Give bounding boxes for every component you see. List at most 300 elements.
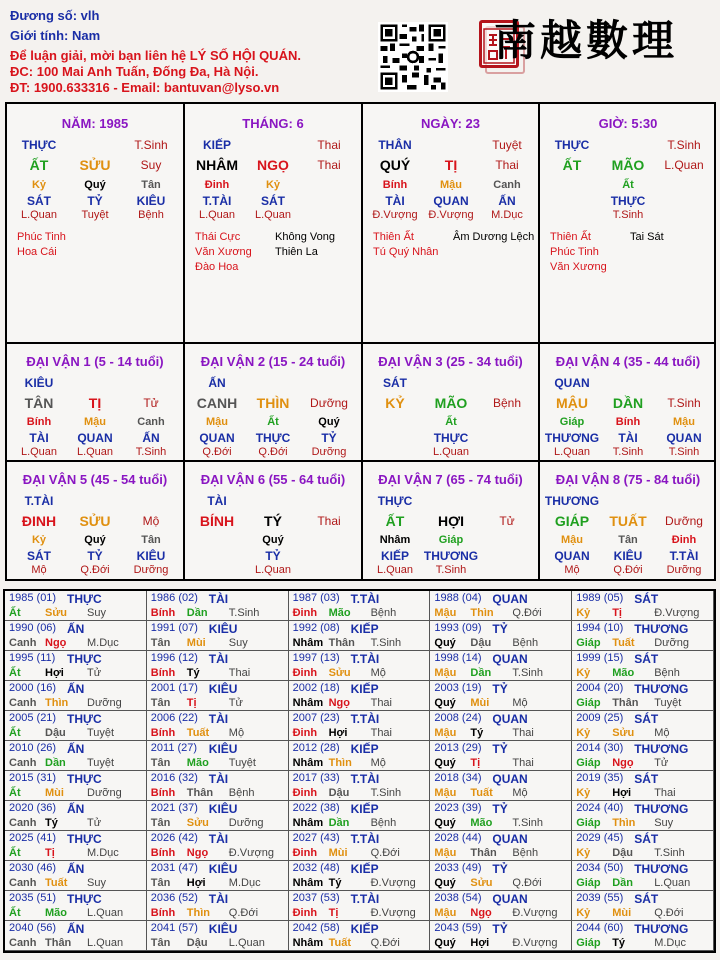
year-stem: Giáp (576, 937, 601, 949)
year-ten-god: SÁT (634, 772, 659, 786)
year-cell[interactable] (5, 651, 147, 681)
year-label: 1994 (10) (576, 622, 624, 634)
year-stem: Bính (150, 847, 176, 859)
year-ten-god: QUAN (492, 712, 528, 726)
year-cell[interactable] (430, 741, 572, 771)
year-ten-god: TỶ (492, 802, 508, 816)
year-label: 2029 (45) (576, 832, 624, 844)
year-branch: Mão (612, 667, 635, 679)
year-cell[interactable] (572, 921, 714, 951)
year-branch: Tị (328, 907, 339, 919)
year-stem: Giáp (576, 637, 601, 649)
year-stem: Ất (9, 907, 21, 919)
spirit-star: Văn Xương (195, 246, 252, 258)
year-label: 2039 (55) (576, 892, 624, 904)
year-stem: Nhâm (292, 817, 324, 829)
year-phase: Tuyệt (228, 757, 256, 769)
year-cell[interactable] (147, 681, 289, 711)
dayun-branch: TÝ (264, 513, 282, 529)
year-ten-god: T.TÀI (350, 712, 380, 726)
year-label: 1996 (12) (150, 652, 198, 664)
year-cell[interactable] (289, 681, 431, 711)
year-cell[interactable] (430, 861, 572, 891)
year-label: 1985 (01) (9, 592, 57, 604)
year-ten-god: TỶ (492, 922, 508, 936)
year-cell[interactable] (572, 711, 714, 741)
year-cell[interactable] (147, 921, 289, 951)
dayun-cell (7, 344, 183, 460)
year-stem: Kỷ (576, 787, 591, 799)
year-stem: Ất (9, 727, 21, 739)
dayun-cell (185, 462, 361, 580)
year-cell[interactable] (289, 621, 431, 651)
year-stem: Canh (9, 757, 37, 769)
heavenly-stem: QUÝ (379, 157, 411, 173)
year-label: 2040 (56) (9, 922, 57, 934)
year-cell[interactable] (147, 801, 289, 831)
spirit-star: Âm Dương Lệch (453, 231, 535, 243)
year-ten-god: TÀI (208, 592, 229, 606)
branch-state: L.Quan (664, 158, 704, 172)
dayun-hidden: L.Quan (20, 446, 58, 458)
dayun-state: Mộ (142, 514, 160, 528)
dayun-hidden: QUAN (554, 549, 590, 563)
year-phase: Q.Đới (512, 877, 542, 889)
spirit-star: Không Vong (275, 231, 335, 243)
year-ten-god: ẤN (67, 862, 85, 876)
year-cell[interactable] (430, 621, 572, 651)
year-stem: Bính (150, 667, 176, 679)
year-phase: Dưỡng (87, 787, 122, 799)
year-ten-god: KIẾP (350, 922, 379, 936)
year-cell[interactable] (572, 891, 714, 921)
dayun-hidden: Mộ (564, 564, 580, 576)
year-cell[interactable] (289, 711, 431, 741)
hidden-stem-god: SÁT (27, 194, 51, 208)
dayun-state: Tử (499, 514, 515, 528)
year-branch: Dậu (328, 787, 350, 799)
year-ten-god: KIẾP (350, 802, 379, 816)
contact-line-1: Để luận giải, mời bạn liên hệ LÝ SỐ HỘI QUÁN. (10, 48, 301, 63)
year-cell[interactable] (147, 591, 289, 621)
year-label: 2005 (21) (9, 712, 57, 724)
year-stem: Đinh (292, 907, 318, 919)
dayun-branch: TUẤT (609, 513, 647, 529)
year-stem: Ất (9, 847, 21, 859)
year-stem: Ất (9, 667, 21, 679)
year-label: 2008 (24) (434, 712, 482, 724)
year-branch: Thìn (186, 907, 211, 919)
year-branch: Tuất (612, 637, 635, 649)
year-label: 2042 (58) (292, 922, 340, 934)
year-cell[interactable] (572, 741, 714, 771)
client-name: Đương số: vlh (10, 8, 100, 23)
year-phase: Tử (228, 697, 243, 709)
year-cell[interactable] (289, 861, 431, 891)
year-cell[interactable] (5, 921, 147, 951)
year-cell[interactable] (430, 801, 572, 831)
year-phase: M.Dục (87, 637, 119, 649)
year-cell[interactable] (5, 741, 147, 771)
year-phase: Suy (87, 877, 106, 889)
dayun-hidden: THỰC (255, 431, 291, 445)
year-cell[interactable] (147, 771, 289, 801)
year-phase: Thai (512, 727, 534, 739)
year-label: 2035 (51) (9, 892, 57, 904)
year-stem: Bính (150, 727, 176, 739)
year-cell[interactable] (430, 711, 572, 741)
hidden-stem-god: ẤN (498, 194, 516, 208)
year-stem: Mậu (434, 607, 457, 619)
year-branch: Mùi (186, 637, 206, 649)
year-cell[interactable] (572, 861, 714, 891)
branch-state: Thai (495, 158, 519, 172)
dayun-hidden: QUAN (77, 431, 113, 445)
year-branch: Mùi (612, 907, 632, 919)
year-stem: Mậu (434, 667, 457, 679)
year-cell[interactable] (430, 651, 572, 681)
year-phase: T.Sinh (654, 847, 685, 859)
ten-god-label: THỰC (554, 138, 590, 152)
spirit-star: Thiên Ất (373, 231, 414, 243)
year-ten-god: THỰC (67, 592, 102, 606)
hidden-stem-god: QUAN (433, 194, 469, 208)
year-stem: Quý (434, 757, 456, 769)
earthly-branch: NGỌ (257, 157, 289, 173)
hidden-stem-stage: Bệnh (138, 209, 164, 221)
year-stem: Tân (150, 697, 171, 709)
dayun-state: Tử (143, 396, 159, 410)
year-ten-god: ẤN (67, 742, 85, 756)
year-cell[interactable] (147, 711, 289, 741)
year-phase: Suy (87, 607, 106, 619)
year-cell[interactable] (430, 771, 572, 801)
pillar-title: THÁNG: 6 (242, 116, 304, 131)
hidden-stem-stem: Kỷ (31, 179, 47, 191)
pillar-cell (540, 104, 716, 342)
year-branch: Ngọ (186, 847, 209, 859)
hidden-stem-god: T.TÀI (202, 194, 232, 208)
year-stem: Kỷ (576, 907, 591, 919)
dayun-ten-god: SÁT (383, 376, 407, 390)
contact-phone-email[interactable]: ĐT: 1900.633316 - Email: bantuvan@lyso.vn (10, 80, 280, 95)
spirit-star: Thiên Ất (550, 231, 591, 243)
hidden-stem-stage: L.Quan (20, 209, 58, 221)
dayun-hidden: Giáp (559, 416, 585, 428)
year-label: 1998 (14) (434, 652, 482, 664)
year-cell[interactable] (5, 591, 147, 621)
year-cell[interactable] (430, 681, 572, 711)
hidden-stem-stem: Ất (622, 179, 634, 191)
year-label: 1989 (05) (576, 592, 624, 604)
year-cell[interactable] (572, 801, 714, 831)
year-stem: Canh (9, 637, 37, 649)
year-ten-god: T.TÀI (350, 772, 380, 786)
annual-luck-table (3, 589, 716, 953)
year-branch: Thân (470, 847, 497, 859)
dayun-hidden: Q.Đới (613, 564, 643, 576)
dayun-ten-god: T.TÀI (24, 494, 54, 508)
year-branch: Mão (470, 817, 493, 829)
year-phase: Q.Đới (654, 907, 684, 919)
dayun-title: ĐẠI VẬN 8 (75 - 84 tuổi) (555, 472, 701, 487)
dayun-hidden: Mậu (673, 416, 695, 428)
brand-calligraphy: 南越數理 (494, 16, 679, 65)
year-cell[interactable] (5, 831, 147, 861)
year-phase: Mộ (228, 727, 245, 739)
dayun-hidden: KIÊU (136, 549, 166, 563)
year-branch: Thân (612, 697, 639, 709)
branch-state: Suy (140, 158, 162, 172)
dayun-stem: ĐINH (21, 513, 57, 529)
year-label: 1997 (13) (292, 652, 340, 664)
hidden-stem-stage: M.Dục (491, 209, 523, 221)
hidden-stem-stem: Tân (141, 179, 161, 191)
dayun-state: T.Sinh (667, 396, 701, 410)
dayun-branch: HỢI (438, 513, 464, 529)
year-cell[interactable] (289, 741, 431, 771)
year-branch: Thân (328, 637, 355, 649)
year-label: 2010 (26) (9, 742, 57, 754)
hidden-stem-stem: Kỷ (265, 179, 281, 191)
year-branch: Sửu (45, 607, 68, 619)
year-cell[interactable] (289, 591, 431, 621)
dayun-cell (540, 462, 716, 580)
year-phase: L.Quan (87, 907, 124, 919)
year-stem: Canh (9, 937, 37, 949)
year-ten-god: T.TÀI (350, 832, 380, 846)
year-ten-god: ẤN (67, 922, 85, 936)
year-cell[interactable] (430, 921, 572, 951)
year-ten-god: KIÊU (208, 802, 238, 816)
spirit-star: Hoa Cái (17, 246, 57, 258)
year-ten-god: THƯƠNG (634, 922, 689, 936)
year-phase: Bệnh (228, 787, 255, 799)
year-label: 2014 (30) (576, 742, 624, 754)
year-ten-god: KIÊU (208, 922, 238, 936)
year-ten-god: THƯƠNG (634, 682, 689, 696)
dayun-cell (540, 344, 716, 460)
year-stem: Quý (434, 697, 456, 709)
year-cell[interactable] (572, 591, 714, 621)
year-label: 2022 (38) (292, 802, 340, 814)
year-cell[interactable] (289, 771, 431, 801)
year-cell[interactable] (430, 891, 572, 921)
year-ten-god: THỰC (67, 652, 102, 666)
dayun-hidden: L.Quan (432, 446, 470, 458)
year-branch: Tuất (186, 727, 210, 739)
year-cell[interactable] (289, 891, 431, 921)
year-branch: Sửu (328, 667, 351, 679)
year-cell[interactable] (289, 801, 431, 831)
dayun-branch: THÌN (256, 395, 290, 411)
year-branch: Dần (328, 817, 350, 829)
year-phase: Suy (654, 817, 674, 829)
year-phase: Thai (512, 757, 534, 769)
year-label: 1990 (06) (9, 622, 57, 634)
spirit-star: Phúc Tinh (550, 246, 599, 258)
dayun-stem: ẤT (385, 513, 405, 529)
year-phase: Suy (228, 637, 248, 649)
year-branch: Tý (328, 877, 342, 889)
year-cell[interactable] (289, 651, 431, 681)
year-stem: Kỷ (576, 727, 591, 739)
contact-address: ĐC: 100 Mai Anh Tuấn, Đống Đa, Hà Nội. (10, 64, 259, 79)
year-cell[interactable] (572, 831, 714, 861)
year-cell[interactable] (5, 681, 147, 711)
year-branch: Mão (186, 757, 209, 769)
spirit-star: Văn Xương (550, 261, 607, 273)
dayun-title: ĐẠI VẬN 4 (35 - 44 tuổi) (555, 354, 701, 369)
year-phase: Tử (654, 757, 669, 769)
year-label: 2009 (25) (576, 712, 624, 724)
year-branch: Dần (612, 877, 633, 889)
dayun-state: Dưỡng (665, 514, 703, 528)
dayun-cell (363, 462, 538, 580)
year-branch: Tị (612, 607, 622, 619)
year-ten-god: T.TÀI (350, 652, 380, 666)
year-phase: Mộ (512, 697, 528, 709)
year-phase: Bệnh (512, 637, 539, 649)
year-label: 2031 (47) (150, 862, 198, 874)
dayun-state: Bệnh (492, 396, 522, 410)
year-phase: Mộ (512, 787, 528, 799)
year-cell[interactable] (147, 741, 289, 771)
year-cell[interactable] (5, 621, 147, 651)
year-label: 2013 (29) (434, 742, 482, 754)
hidden-stem-stage: T.Sinh (612, 209, 644, 221)
year-stem: Tân (150, 937, 171, 949)
year-stem: Kỷ (576, 667, 591, 679)
year-cell[interactable] (572, 621, 714, 651)
dayun-hidden: Đinh (671, 534, 697, 546)
year-branch: Mão (45, 907, 67, 919)
year-stem: Nhâm (292, 937, 324, 949)
year-phase: Mộ (370, 667, 386, 679)
year-branch: Tý (45, 817, 58, 829)
year-phase: L.Quan (654, 877, 691, 889)
hidden-stem-stem: Canh (493, 179, 521, 191)
year-cell[interactable] (5, 771, 147, 801)
year-ten-god: KIÊU (208, 682, 238, 696)
year-cell[interactable] (147, 861, 289, 891)
dayun-title: ĐẠI VẬN 7 (65 - 74 tuổi) (378, 472, 523, 487)
year-branch: Ngọ (45, 637, 67, 649)
year-branch: Thìn (328, 757, 352, 769)
year-label: 2021 (37) (150, 802, 198, 814)
year-phase: Tuyệt (87, 757, 115, 769)
year-label: 2000 (16) (9, 682, 57, 694)
year-stem: Tân (150, 877, 171, 889)
year-branch: Tý (612, 937, 626, 949)
year-phase: Đ.Vượng (370, 907, 416, 919)
qr-code-icon[interactable] (378, 22, 448, 92)
year-ten-god: KIẾP (350, 682, 379, 696)
earthly-branch: TỊ (444, 157, 458, 173)
year-label: 1987 (03) (292, 592, 340, 604)
year-cell[interactable] (147, 831, 289, 861)
stage-label: Tuyệt (492, 138, 522, 152)
year-label: 1988 (04) (434, 592, 482, 604)
dayun-stem: CANH (196, 395, 238, 411)
year-label: 2012 (28) (292, 742, 340, 754)
year-cell[interactable] (572, 651, 714, 681)
spirit-star: Tai Sát (630, 231, 664, 243)
year-ten-god: TỶ (492, 862, 508, 876)
year-label: 2016 (32) (150, 772, 198, 784)
year-stem: Quý (434, 637, 456, 649)
dayun-hidden: KIẾP (380, 549, 409, 563)
year-cell[interactable] (147, 891, 289, 921)
stage-label: T.Sinh (134, 138, 168, 152)
year-branch: Thân (186, 787, 214, 799)
year-branch: Mão (328, 607, 351, 619)
year-branch: Dần (470, 667, 492, 679)
year-cell[interactable] (5, 891, 147, 921)
dayun-hidden: T.Sinh (135, 446, 167, 458)
year-cell[interactable] (430, 591, 572, 621)
year-label: 2019 (35) (576, 772, 624, 784)
year-phase: Q.Đới (370, 847, 400, 859)
ten-god-label: KIẾP (202, 138, 231, 152)
year-label: 2027 (43) (292, 832, 340, 844)
year-stem: Mậu (434, 847, 457, 859)
hidden-stem-god: KIÊU (136, 194, 166, 208)
year-cell[interactable] (430, 831, 572, 861)
year-stem: Bính (150, 907, 176, 919)
year-cell[interactable] (289, 921, 431, 951)
year-label: 2004 (20) (576, 682, 624, 694)
pillar-cell (185, 104, 361, 342)
hidden-stem-god: SÁT (261, 194, 285, 208)
year-cell[interactable] (147, 621, 289, 651)
hidden-stem-stem: Mậu (440, 179, 462, 191)
dayun-hidden: Nhâm (379, 534, 411, 546)
year-label: 2024 (40) (576, 802, 624, 814)
dayun-hidden: Canh (137, 416, 165, 428)
year-ten-god: THỰC (67, 832, 102, 846)
year-cell[interactable] (147, 651, 289, 681)
dayun-hidden: Quý (84, 534, 106, 546)
year-branch: Thìn (612, 817, 636, 829)
hidden-stem-stage: L.Quan (254, 209, 292, 221)
year-branch: Tị (470, 757, 481, 769)
year-phase: Q.Đới (370, 937, 400, 949)
year-branch: Ngọ (328, 697, 350, 709)
year-label: 2041 (57) (150, 922, 198, 934)
dayun-hidden: L.Quan (553, 446, 591, 458)
year-phase: Thai (228, 667, 251, 679)
heavenly-stem: ẤT (562, 157, 582, 173)
year-label: 1999 (15) (576, 652, 624, 664)
year-cell[interactable] (572, 771, 714, 801)
dayun-hidden: TỶ (321, 431, 337, 445)
year-cell[interactable] (5, 711, 147, 741)
dayun-hidden: QUAN (666, 431, 702, 445)
year-branch: Tý (470, 727, 484, 739)
year-branch: Hợi (45, 667, 64, 679)
dayun-hidden: T.Sinh (435, 564, 467, 576)
year-cell[interactable] (5, 801, 147, 831)
year-ten-god: SÁT (634, 592, 659, 606)
dayun-state: Dưỡng (310, 396, 348, 410)
year-ten-god: THƯƠNG (634, 622, 689, 636)
year-cell[interactable] (572, 681, 714, 711)
year-cell[interactable] (289, 831, 431, 861)
year-ten-god: QUAN (492, 832, 528, 846)
year-ten-god: TÀI (208, 712, 229, 726)
year-cell[interactable] (5, 861, 147, 891)
